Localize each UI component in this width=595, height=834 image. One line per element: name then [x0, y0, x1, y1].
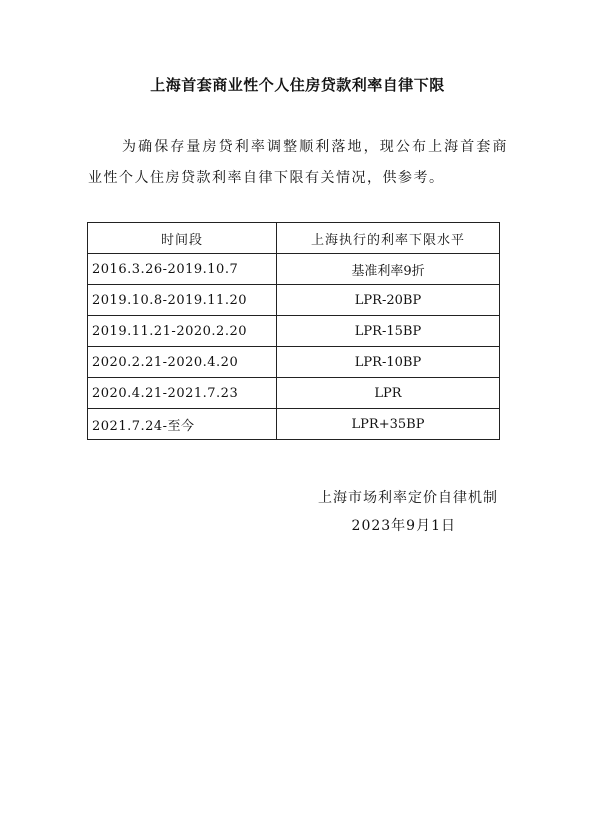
intro-paragraph: 为确保存量房贷利率调整顺利落地，现公布上海首套商业性个人住房贷款利率自律下限有关情况，供参考。: [88, 139, 508, 186]
table-row: [88, 285, 500, 316]
level-cell: LPR-10BP: [277, 347, 500, 378]
level-cell: LPR: [277, 378, 500, 409]
level-cell: LPR+35BP: [277, 409, 500, 440]
level-cell: 基准利率9折: [277, 254, 500, 285]
table-row: [88, 316, 500, 347]
level-cell: LPR-20BP: [277, 285, 500, 316]
level-cell: LPR-15BP: [277, 316, 500, 347]
signature-block: [318, 484, 498, 540]
period-cell: 2016.3.26-2019.10.7: [88, 254, 277, 285]
period-cell: 2020.2.21-2020.4.20: [88, 347, 277, 378]
table-row: [88, 378, 500, 409]
rate-table: [87, 222, 500, 440]
period-cell: 2019.10.8-2019.11.20: [88, 285, 277, 316]
table-row: [88, 409, 500, 440]
column-header-level: 上海执行的利率下限水平: [277, 223, 500, 254]
issue-date: 2023年9月1日: [351, 518, 456, 534]
issuer-name: 上海市场利率定价自律机制: [318, 490, 498, 506]
period-cell: 2020.4.21-2021.7.23: [88, 378, 277, 409]
period-cell: 2021.7.24-至今: [88, 409, 277, 440]
table-header-row: [88, 223, 500, 254]
period-cell: 2019.11.21-2020.2.20: [88, 316, 277, 347]
document-title: 上海首套商业性个人住房贷款利率自律下限: [150, 76, 445, 94]
table-row: [88, 347, 500, 378]
column-header-period: 时间段: [88, 223, 277, 254]
table-row: [88, 254, 500, 285]
